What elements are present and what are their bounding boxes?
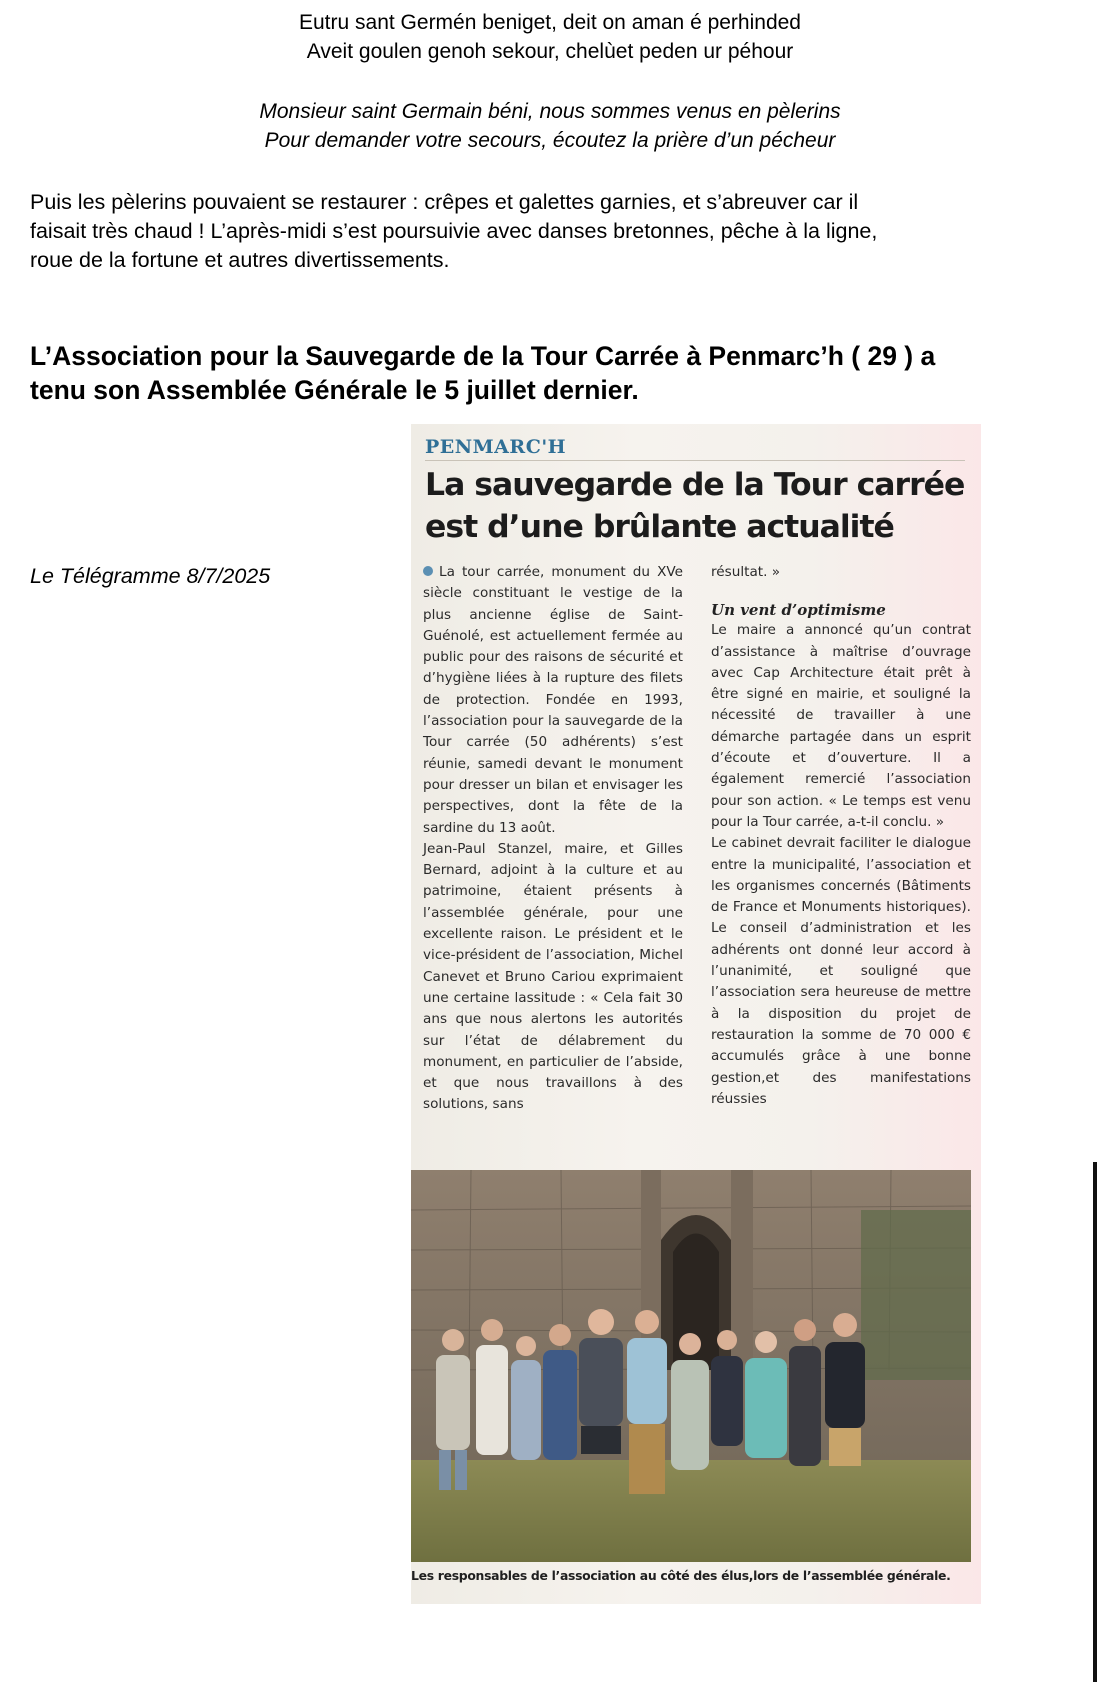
section-headline (30, 339, 1080, 407)
french-verse-line-2: Pour demander votre secours, écoutez la prière d’un pécheur (264, 129, 836, 152)
article-title-line-2: est d’une brûlante actualité (425, 509, 894, 545)
left-column-text: La tour carrée, monument du XVe siècle constituant le vestige de la plus ancienne église de Saint-Guénolé, est actuellement fermée au public pour des raisons de sécurité et d’hygiène liées à la rupture des filets de protection. Fondée en 1993, l’association pour la sauvegarde de la Tour carrée (50 adhérents) s’est réunie, samedi devant le monument pour dresser un bilan et envisager les perspectives, dont la fête de la sardine du 13 août. (423, 564, 683, 836)
paragraph-line-1: Puis les pèlerins pouvaient se restaurer : crêpes et galettes garnies, et s’abreuver car il (30, 190, 859, 214)
breton-verse-line-2: Aveit goulen genoh sekour, chelùet peden ur péhour (306, 40, 794, 63)
french-verse-line-1: Monsieur saint Germain béni, nous sommes venus en pèlerins (259, 100, 841, 123)
article-subhead: Un vent d’optimisme (711, 601, 886, 620)
group-photo-illustration (411, 1170, 971, 1562)
breton-verse-line-1: Eutru sant Germén beniget, deit on aman é perhinded (299, 11, 801, 34)
group-photo (411, 1170, 971, 1562)
page-edge-bar (1093, 1162, 1097, 1682)
kicker-divider (425, 460, 965, 461)
article-kicker: PENMARC'H (425, 436, 567, 458)
left-column-text-2: Jean-Paul Stanzel, maire, et Gilles Bernard, adjoint à la culture et au patrimoine, étaient présents à l’assemblée générale, pour une excellente raison. Le président et le vice-président de l’association, Michel Canevet et Bruno Cariou exprimaient une certaine lassitude : « Cela fait 30 ans que nous alertons les autorités sur l’état de délabrement du monument, en particulier de l’abside, et que nous travaillons à des solutions, sans (423, 840, 683, 1113)
right-column-start: résultat. » (711, 564, 781, 580)
bullet-icon (423, 566, 433, 576)
french-verse (0, 97, 1100, 155)
pilgrimage-paragraph (30, 188, 1075, 275)
article-column-left (423, 562, 683, 1116)
article-column-right (711, 562, 971, 1110)
paragraph-line-3: roue de la fortune et autres divertissements. (30, 248, 450, 272)
breton-verse (0, 8, 1100, 66)
headline-line-1: L’Association pour la Sauvegarde de la Tour Carrée à Penmarc’h ( 29 ) a (30, 341, 936, 371)
article-title (425, 464, 975, 548)
article-title-line-1: La sauvegarde de la Tour carrée (425, 467, 965, 503)
right-column-text-2: Le cabinet devrait faciliter le dialogue entre la municipalité, l’association et les organismes concernés (Bâtiments de France et Monuments historiques). Le conseil d’administration et les adhérents ont donné leur accord à l’unanimité, et souligné que l’association sera heureuse de mettre à la disposition du projet de restauration la somme de 70 000 € accumulés grâce à une bonne gestion,et des manifestations réussies (711, 835, 971, 1107)
photo-caption: Les responsables de l’association au côté des élus,lors de l’assemblée générale. (411, 1568, 951, 1583)
right-column-text: Le maire a annoncé qu’un contrat d’assistance à maîtrise d’ouvrage avec Cap Architecture était prêt à être signé en mairie, et souligné la nécessité de travailler à une démarche partagée dans un esprit d’écoute et d’ouverture. Il a également remercié l’association pour son action. « Le temps est venu pour la Tour carrée, a-t-il conclu. » (711, 622, 971, 830)
paragraph-line-2: faisait très chaud ! L’après-midi s’est poursuivie avec danses bretonnes, pêche à la ligne, (30, 219, 878, 243)
newspaper-clipping (411, 424, 981, 1604)
headline-line-2: tenu son Assemblée Générale le 5 juillet dernier. (30, 375, 639, 405)
newspaper-source: Le Télégramme 8/7/2025 (30, 564, 271, 588)
